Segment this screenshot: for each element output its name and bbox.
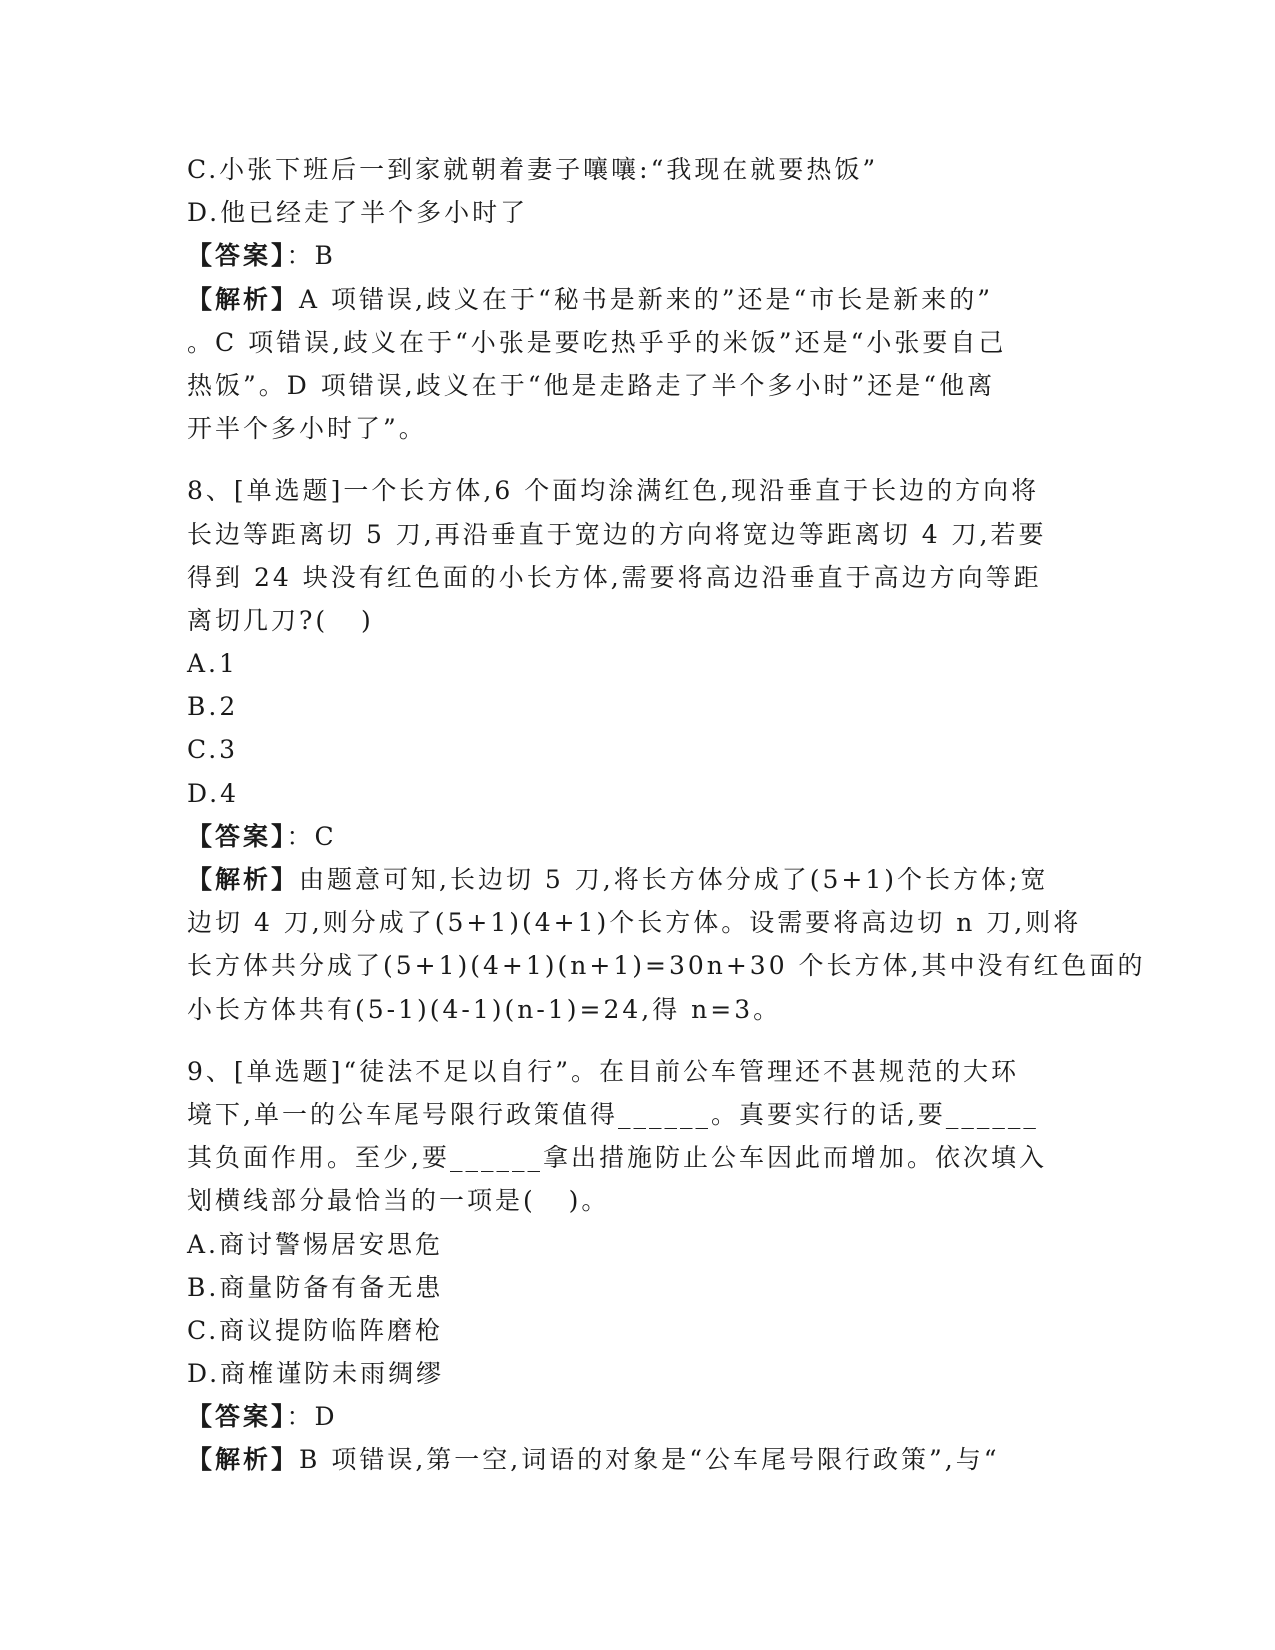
question-8-analysis <box>187 858 1087 901</box>
analysis-text: B 项错误,第一空,词语的对象是“公车尾号限行政策”,与“ <box>299 1445 1000 1475</box>
analysis-line: 热饭”。D 项错误,歧义在于“他是走路走了半个多小时”还是“他离 <box>187 370 996 400</box>
question-8-stem: 得到 24 块没有红色面的小长方体,需要将高边沿垂直于高边方向等距 <box>187 562 1042 592</box>
question-8-option-b: B.2 <box>187 692 239 722</box>
analysis-text: A 项错误,歧义在于“秘书是新来的”还是“市长是新来的” <box>299 284 994 314</box>
question-8-analysis: 边切 4 刀,则分成了(5+1)(4+1)个长方体。设需要将高边切 n 刀,则将 <box>187 908 1082 938</box>
option-c: C.小张下班后一到家就朝着妻子嚷嚷:“我现在就要热饭” <box>187 155 879 184</box>
analysis-label: 【解析】 <box>187 865 300 894</box>
section-gap <box>187 450 1087 469</box>
question-8-option-c: C.3 <box>187 735 239 765</box>
question-8-stem: 离切几刀?( ) <box>187 605 374 635</box>
question-9-stem: 划横线部分最恰当的一项是( )。 <box>187 1186 610 1216</box>
question-8-stem: 长边等距离切 5 刀,再沿垂直于宽边的方向将宽边等距离切 4 刀,若要 <box>187 519 1047 549</box>
question-9-option-b: B.商量防备有备无患 <box>187 1272 444 1302</box>
answer-label: 【答案】 <box>187 821 287 851</box>
question-9-stem: 9、[单选题]“徒法不足以自行”。在目前公车管理还不甚规范的大环 <box>187 1056 1019 1086</box>
analysis-label: 【解析】 <box>187 284 300 314</box>
question-8-stem: 8、[单选题]一个长方体,6 个面均涂满红色,现沿垂直于长边的方向将 <box>187 476 1040 506</box>
question-9-option-c: C.商议提防临阵磨枪 <box>187 1315 444 1345</box>
question-8-answer <box>187 815 1087 858</box>
question-9-answer <box>187 1395 1087 1438</box>
question-9-stem: 其负面作用。至少,要______拿出措施防止公车因此而增加。依次填入 <box>187 1143 1047 1173</box>
analysis-label: 【解析】 <box>187 1445 300 1475</box>
answer-value: ：D <box>286 1402 338 1432</box>
question-9-stem: 境下,单一的公车尾号限行政策值得______。真要实行的话,要______ <box>187 1099 1039 1129</box>
document-body <box>187 148 1146 1482</box>
analysis-line: 。C 项错误,歧义在于“小张是要吃热乎乎的米饭”还是“小张要自己 <box>187 327 1007 357</box>
answer-value: ：B <box>286 241 336 271</box>
question-9-option-d: D.商榷谨防未雨绸缪 <box>187 1359 445 1389</box>
option-d: D.他已经走了半个多小时了 <box>187 198 529 228</box>
question-8-analysis: 小长方体共有(5-1)(4-1)(n-1)=24,得 n=3。 <box>187 994 782 1024</box>
question-8-option-a: A.1 <box>187 649 238 679</box>
answer-label: 【答案】 <box>187 241 287 271</box>
question-9-analysis <box>187 1438 1087 1481</box>
section-gap <box>187 1031 1087 1050</box>
analysis-text: 由题意可知,长边切 5 刀,将长方体分成了(5+1)个长方体;宽 <box>299 865 1049 894</box>
analysis-line: 开半个多小时了”。 <box>187 414 427 444</box>
answer-line <box>187 234 1087 277</box>
question-9-option-a: A.商讨警惕居安思危 <box>187 1229 444 1259</box>
question-8-analysis: 长方体共分成了(5+1)(4+1)(n+1)=30n+30 个长方体,其中没有红色面的 <box>187 951 1146 981</box>
answer-label: 【答案】 <box>187 1402 287 1432</box>
question-8-option-d: D.4 <box>187 778 240 808</box>
analysis-line <box>187 278 1087 321</box>
answer-value: ：C <box>286 821 337 851</box>
